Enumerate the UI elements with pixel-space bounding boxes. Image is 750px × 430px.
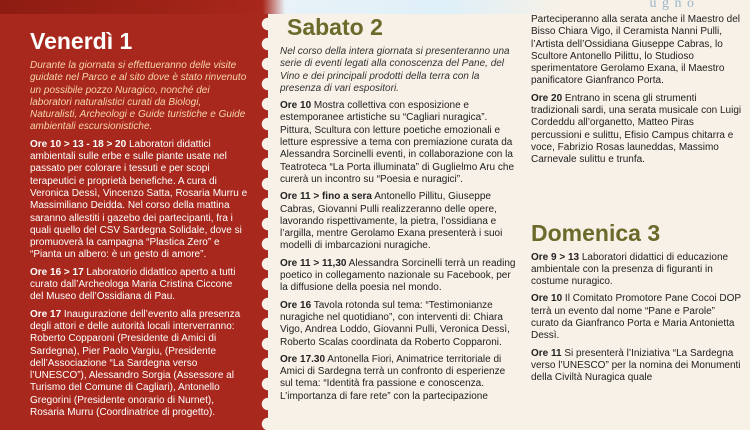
saturday-column [280, 14, 518, 430]
event-text: Alessandra Sorcinelli terrà un reading poetico in collegamento nazionale su Facebook, per la diffusione della poesia nel mondo. [280, 257, 516, 294]
event-text: Antonello Pillitu, Giuseppe Cabras, Giovanni Pulli realizzeranno delle opere, lavorando rispettivamente, la pietra, l’ossidiana e l’argilla, mentre Gerolamo Exana presenterà i suoi modelli di imbarcazioni nuragiche. [280, 191, 503, 252]
saturday-event [280, 100, 518, 186]
saturday-intro: Nel corso della intera giornata si presenteranno una serie di eventi legati alla conoscenza del Pane, del Vino e dei principali prodotti della terra con la presenza di vari espositori. [280, 46, 510, 94]
saturday-event [280, 300, 518, 349]
saturday-event [280, 191, 518, 252]
event-text: Tavola rotonda sul tema: “Testimonianze nuragiche nel quotidiano”, con interventi di: Chiara Vigo, Andrea Loddo, Giovanni Pulli, Veronica Dessì, Roberto Scalas coordinata da Roberto Copparoni. [280, 299, 510, 348]
event-time: Ore 17 [30, 308, 62, 320]
event-time: Ore 16 > 17 [30, 266, 84, 278]
event-text: Entrano in scena gli strumenti tradizionali sardi, una serata musicale con Luigi Cordeddu all’organetto, Matteo Piras percussioni e sulittu, Efisio Campus chitarra e voce, Fabrizio Rosas launeddas, Massimo Carnevale sulittu e trunfa. [531, 92, 742, 166]
event-time: Ore 11 > 11,30 [280, 257, 347, 269]
friday-intro: Durante la giornata si effettueranno delle visite guidate nel Parco e al sito dove è stato rinvenuto un possibile pozzo Nuragico, nonché dei laboratori naturalistici curati da Biologi, Naturalisti, Archeologi e Guide turistiche e Guide ambientali escursionistiche. [30, 60, 247, 133]
friday-title: Venerdì 1 [30, 28, 133, 54]
saturday-title: Sabato 2 [287, 14, 383, 40]
event-time: Ore 17.30 [280, 353, 326, 365]
event-time: Ore 10 [280, 100, 312, 112]
friday-event [30, 309, 248, 420]
event-time: Ore 16 [280, 299, 312, 311]
event-text: Laboratori didattici di educazione ambientale con la presenza di figuranti in costume nuragico. [531, 251, 729, 288]
saturday-continued: Parteciperanno alla serata anche il Maestro del Bisso Chiara Vigo, il Ceramista Nanni Pulli, l’Artista dell’Ossidiana Giuseppe Cabras, lo Scultore Antonello Pilittu, lo Studioso sperimentatore Gerolamo Exana, il Maestro panificatore Gianfranco Porta. [531, 14, 741, 87]
saturday-event [531, 93, 745, 167]
sunday-column [531, 14, 745, 430]
event-time: Ore 20 [531, 92, 563, 104]
event-text: Antonella Fiori, Animatrice territoriale di Amici di Sardegna terrà un confronto di esperienze sul tema: “Identità fra passione e conoscenza. L’importanza di fare rete” con la partecipazione [280, 353, 506, 402]
event-text: Il Comitato Promotore Pane Cocoi DOP terrà un evento dal nome “Pane e Parole” curato da Gianfranco Porta e Maria Antonietta Dessì. [531, 293, 741, 342]
saturday-event [280, 354, 518, 403]
friday-event [30, 267, 248, 304]
event-text: Laboratorio didattico aperto a tutti curato dall’Archeologa Maria Cristina Ciccone del Museo dell’Ossidiana di Pau. [30, 266, 236, 303]
sunday-event [531, 348, 745, 385]
header-decoration [0, 0, 750, 14]
friday-event [30, 139, 248, 262]
sunday-event [531, 252, 745, 289]
sunday-event [531, 293, 745, 342]
event-time: Ore 11 [531, 347, 562, 359]
brand-text: u g n o [649, 0, 695, 11]
event-text: Inaugurazione dell’evento alla presenza degli attori e delle autorità locali interverranno: Roberto Copparoni (Presidente di Amici di Sardegna), Pier Paolo Vargiu, (Presidente dell’Associazione “La Sardegna verso l’UNESCO”), Alessandro Sorgia (Assessore al Turismo del Comune di Cagliari), Antonello Gregorini (Presidente onorario di Nurnet), Rosaria Murru (Coordinatrice di progetto). [30, 308, 241, 419]
friday-column [0, 14, 268, 430]
event-time: Ore 9 > 13 [531, 251, 580, 263]
event-text: Laboratori didattici ambientali sulle erbe e sulle piante usate nel passato per colorare i tessuti e per scopi terapeutici e proprietà benefiche. A cura di Veronica Dessì, Vincenzo Satta, Rosaria Murru e Massimiliano Deidda. Nel corso della mattina saranno allestiti i gazebo dei partecipanti, fra i quali quello del CSV Sardegna Solidale, dove si promuoverà la campagna “Plastica Zero” e “Pianta un albero: è un gesto di amore”. [30, 138, 248, 261]
sunday-title: Domenica 3 [531, 219, 661, 246]
event-time: Ore 11 > fino a sera [280, 191, 372, 203]
saturday-event [280, 258, 518, 295]
event-text: Mostra collettiva con esposizione e estemporanee artistiche su “Cagliari nuragica”. Pittura, Scultura con letture poetiche emozionali e letture espressive a tema con premiazione curata da Alessandra Sorcinelli eventi, in collaborazione con la Teatroteca “La Porta illuminata” di Guglielmo Aru che curerà un incontro su “Poesia e nuragici”. [280, 100, 515, 185]
event-text: Si presenterà l’Iniziativa “La Sardegna verso l’UNESCO” per la nomina dei Monumenti della Civiltà Nuragica quale [531, 347, 741, 384]
event-time: Ore 10 > 13 - 18 > 20 [30, 138, 127, 150]
event-time: Ore 10 [531, 293, 563, 305]
spacer [531, 172, 745, 220]
